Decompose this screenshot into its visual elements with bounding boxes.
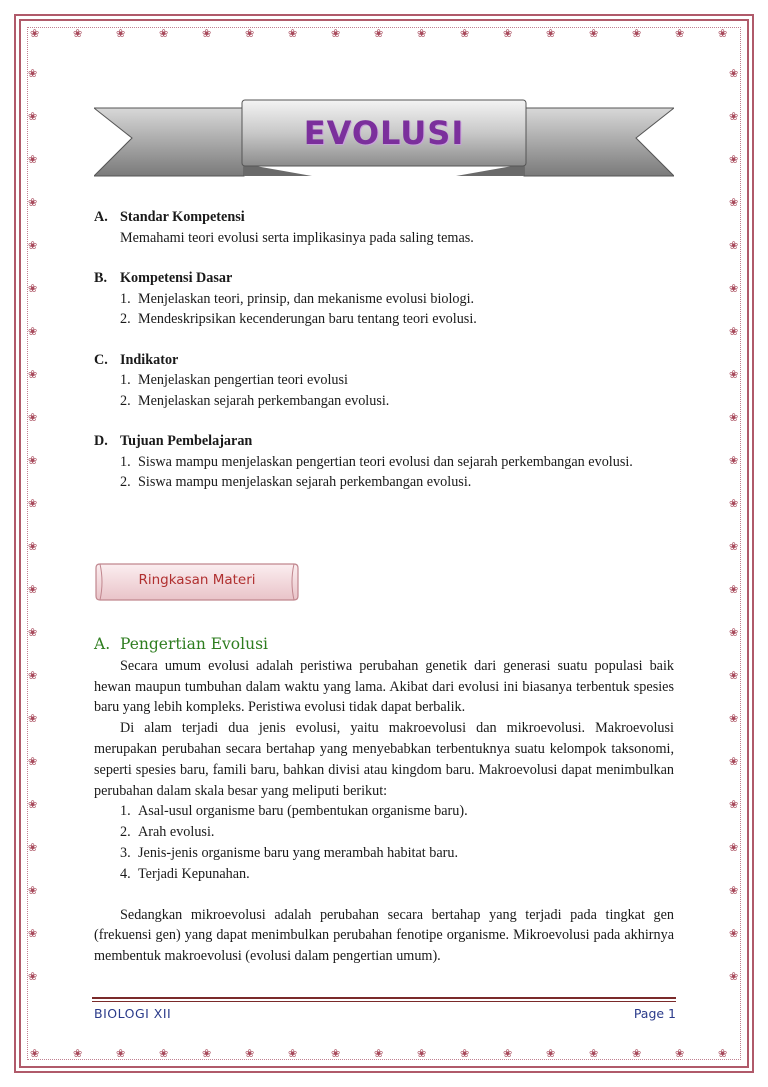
ornament-icon: ❀: [28, 454, 38, 467]
ornament-icon: ❀: [729, 110, 739, 123]
title-banner: [94, 98, 674, 184]
ornament-icon: ❀: [546, 27, 556, 40]
section-a-heading: [94, 207, 674, 228]
ornament-icon: ❀: [503, 27, 513, 40]
ornament-icon: ❀: [718, 27, 728, 40]
section-letter: A.: [94, 209, 108, 225]
ornament-icon: ❀: [28, 282, 38, 295]
ornament-icon: ❀: [28, 583, 38, 596]
ornament-icon: ❀: [30, 1047, 40, 1060]
ornament-icon: ❀: [28, 712, 38, 725]
summary-tab: [94, 560, 300, 604]
ornament-icon: ❀: [245, 27, 255, 40]
ornament-icon: ❀: [729, 497, 739, 510]
ornament-icon: ❀: [28, 669, 38, 682]
ornament-icon: ❀: [729, 970, 739, 983]
ornament-icon: ❀: [288, 1047, 298, 1060]
list-item: 1. Menjelaskan pengertian teori evolusi: [120, 372, 348, 388]
ornament-icon: ❀: [632, 27, 642, 40]
ornament-icon: ❀: [73, 1047, 83, 1060]
list-item: 2. Arah evolusi.: [120, 824, 215, 841]
ornament-icon: ❀: [729, 755, 739, 768]
section-d-heading: [94, 431, 674, 452]
ornament-icon: ❀: [729, 325, 739, 338]
list-item: 1. Siswa mampu menjelaskan pengertian teori evolusi dan sejarah perkembangan evolusi.: [120, 453, 633, 470]
ornament-icon: ❀: [28, 196, 38, 209]
list-item: 2. Siswa mampu menjelaskan sejarah perkembangan evolusi.: [120, 474, 472, 490]
list-item: 1. Menjelaskan teori, prinsip, dan mekanisme evolusi biologi.: [120, 290, 475, 307]
ornament-icon: ❀: [460, 27, 470, 40]
ornament-icon: ❀: [460, 1047, 470, 1060]
list-item: 1. Asal-usul organisme baru (pembentukan organisme baru).: [120, 803, 468, 820]
ornament-icon: ❀: [729, 153, 739, 166]
paragraph: Secara umum evolusi adalah peristiwa perubahan genetik dari generasi suatu populasi baik hewan maupun tumbuhan dalam waktu yang lama. Akibat dari evolusi ini biasanya terbentuk spesies baru yang lebih kompleks. Peristiwa evolusi tidak dapat berbalik.: [94, 657, 674, 716]
ornament-icon: ❀: [28, 540, 38, 553]
ornament-icon: ❀: [417, 1047, 427, 1060]
ornament-icon: ❀: [28, 325, 38, 338]
ornament-icon: ❀: [28, 884, 38, 897]
ornament-icon: ❀: [729, 540, 739, 553]
ornament-icon: ❀: [589, 27, 599, 40]
section-letter: C.: [94, 351, 108, 368]
ornament-icon: ❀: [718, 1047, 728, 1060]
ornament-icon: ❀: [28, 927, 38, 940]
ornament-icon: ❀: [675, 27, 685, 40]
page-title: EVOLUSI: [303, 114, 465, 152]
ornament-icon: ❀: [331, 27, 341, 40]
ornament-icon: ❀: [729, 239, 739, 252]
section-title: Kompetensi Dasar: [120, 270, 233, 286]
ornament-icon: ❀: [729, 282, 739, 295]
section-letter: D.: [94, 433, 108, 449]
ornament-icon: ❀: [729, 669, 739, 682]
ornament-icon: ❀: [28, 755, 38, 768]
ornament-icon: ❀: [417, 27, 427, 40]
section-letter: B.: [94, 270, 108, 286]
section-letter: A.: [94, 635, 111, 653]
ornament-icon: ❀: [202, 27, 212, 40]
ornament-icon: ❀: [729, 196, 739, 209]
ornament-icon: ❀: [729, 884, 739, 897]
ornament-icon: ❀: [374, 1047, 384, 1060]
footer-rule: [92, 1001, 676, 1002]
ornament-icon: ❀: [28, 497, 38, 510]
ornament-icon: ❀: [546, 1047, 556, 1060]
ornament-icon: ❀: [589, 1047, 599, 1060]
ornament-icon: ❀: [28, 110, 38, 123]
ornament-icon: ❀: [73, 27, 83, 40]
list-item: 2. Mendeskripsikan kecenderungan baru tentang teori evolusi.: [120, 311, 477, 327]
ornament-icon: ❀: [729, 368, 739, 381]
ornament-icon: ❀: [28, 67, 38, 80]
ornament-icon: ❀: [28, 798, 38, 811]
ornament-icon: ❀: [30, 27, 40, 40]
ornament-icon: ❀: [28, 626, 38, 639]
ornament-icon: ❀: [331, 1047, 341, 1060]
ornament-icon: ❀: [28, 970, 38, 983]
section-title: Indikator: [120, 351, 179, 368]
ornament-icon: ❀: [503, 1047, 513, 1060]
ornament-icon: ❀: [632, 1047, 642, 1060]
footer-subject: BIOLOGI XII: [94, 1006, 172, 1021]
ornament-icon: ❀: [729, 411, 739, 424]
ornament-icon: ❀: [729, 841, 739, 854]
ornament-icon: ❀: [159, 1047, 169, 1060]
ornament-icon: ❀: [729, 712, 739, 725]
ornament-icon: ❀: [374, 27, 384, 40]
ornament-icon: ❀: [245, 1047, 255, 1060]
section-c-heading: [94, 350, 674, 371]
footer-rule: [92, 997, 676, 999]
section-b-heading: [94, 268, 674, 289]
ornament-icon: ❀: [28, 153, 38, 166]
section-a-text: Memahami teori evolusi serta implikasinya pada saling temas.: [120, 229, 474, 246]
objectives-section: [94, 207, 674, 493]
ornament-icon: ❀: [729, 927, 739, 940]
ornament-icon: ❀: [28, 239, 38, 252]
ornament-icon: ❀: [28, 841, 38, 854]
page-number: Page 1: [633, 1006, 676, 1021]
ornament-icon: ❀: [729, 67, 739, 80]
ornament-icon: ❀: [28, 368, 38, 381]
definition-section: [94, 634, 674, 967]
list-item: 4. Terjadi Kepunahan.: [120, 865, 250, 882]
ornament-icon: ❀: [729, 798, 739, 811]
definition-heading: [94, 634, 674, 655]
paragraph: Sedangkan mikroevolusi adalah perubahan secara bertahap yang terjadi pada tingkat gen (frekuensi gen) yang dapat menimbulkan perubahan fenotipe organisme. Mikroevolusi pada akhirnya membentuk makroevolusi (evolusi dalam pengertian umum).: [94, 906, 674, 965]
ornament-icon: ❀: [729, 626, 739, 639]
list-item: 3. Jenis-jenis organisme baru yang merambah habitat baru.: [120, 844, 459, 861]
ornament-icon: ❀: [28, 411, 38, 424]
ornament-icon: ❀: [159, 27, 169, 40]
section-title: Standar Kompetensi: [120, 209, 245, 225]
ornament-icon: ❀: [288, 27, 298, 40]
ornament-icon: ❀: [116, 1047, 126, 1060]
ornament-icon: ❀: [675, 1047, 685, 1060]
summary-tab-label: Ringkasan Materi: [138, 572, 256, 588]
section-title: Tujuan Pembelajaran: [120, 433, 253, 449]
paragraph: Di alam terjadi dua jenis evolusi, yaitu makroevolusi dan mikroevolusi. Makroevolusi merupakan perubahan secara bertahap yang menyebabkan terbentuknya suatu kelompok taksonomi, seperti spesies baru, famili baru, bahkan divisi atau kingdom baru. Makroevolusi dapat menimbulkan perubahan dalam skala besar yang meliputi berikut:: [94, 720, 674, 799]
ornament-icon: ❀: [116, 27, 126, 40]
ornament-icon: ❀: [729, 454, 739, 467]
ornament-icon: ❀: [202, 1047, 212, 1060]
section-title: Pengertian Evolusi: [120, 635, 268, 653]
list-item: 2. Menjelaskan sejarah perkembangan evolusi.: [120, 392, 390, 409]
ornament-icon: ❀: [729, 583, 739, 596]
